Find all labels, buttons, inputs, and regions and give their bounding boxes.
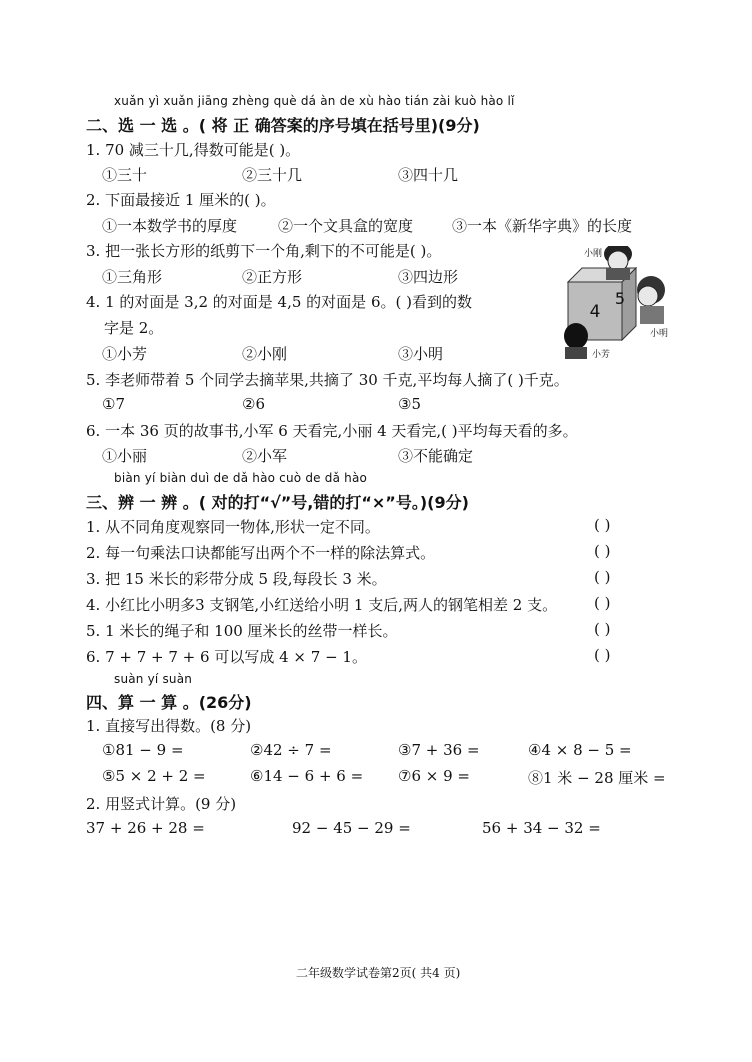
q1-stem: 1. 70 减三十几,得数可能是( )。 [86,141,301,159]
judge-item-4: 4. 小红比小明多3 支钢笔,小红送给小明 1 支后,两人的钢笔相差 2 支。 [86,596,558,614]
calc-sub1-title: 1. 直接写出得数。(8 分) [86,717,252,735]
judge-item-6: 6. 7 + 7 + 7 + 6 可以写成 4 × 7 − 1。 [86,648,367,666]
judge-item-2: 2. 每一句乘法口诀都能写出两个不一样的除法算式。 [86,544,436,562]
calc-sub2-title: 2. 用竖式计算。(9 分) [86,795,237,813]
q6-option-1: ①小丽 [102,447,148,465]
judge-answer-1[interactable]: ( ) [594,516,611,534]
q2-option-1: ①一本数学书的厚度 [102,217,238,235]
section4-header: 四、算 一 算 。(26分) [86,693,252,712]
section3-pinyin: biàn yí biàn duì de dǎ hào cuò de dǎ hào [114,471,368,485]
judge-answer-2[interactable]: ( ) [594,542,611,560]
calc-item-6: ⑥14 − 6 + 6 = [250,767,364,785]
calc-item-4: ④4 × 8 − 5 = [528,741,632,759]
q1-option-1: ①三十 [102,166,148,184]
judge-item-5: 5. 1 米长的绳子和 100 厘米长的丝带一样长。 [86,622,398,640]
q4-stem: 4. 1 的对面是 3,2 的对面是 4,5 的对面是 6。( )看到的数 [86,293,472,311]
cube-figure [548,246,678,364]
q5-stem: 5. 李老师带着 5 个同学去摘苹果,共摘了 30 千克,平均每人摘了( )千克。 [86,371,569,389]
section2-header: 二、选 一 选 。( 将 正 确答案的序号填在括号里)(9分) [86,116,480,135]
q3-stem: 3. 把一张长方形的纸剪下一个角,剩下的不可能是( )。 [86,242,442,260]
q4-option-2: ②小刚 [242,345,288,363]
q4-option-3: ③小明 [398,345,444,363]
judge-answer-4[interactable]: ( ) [594,594,611,612]
judge-answer-6[interactable]: ( ) [594,646,611,664]
q3-option-3: ③四边形 [398,268,459,286]
q1-option-3: ③四十几 [398,166,459,184]
q2-option-2: ②一个文具盒的宽度 [278,217,414,235]
cube-front-number: 4 [589,302,601,322]
judge-item-1: 1. 从不同角度观察同一物体,形状一定不同。 [86,518,380,536]
q2-option-3: ③一本《新华字典》的长度 [452,217,633,235]
q3-option-1: ①三角形 [102,268,163,286]
section4-pinyin: suàn yí suàn [114,672,193,686]
judge-answer-3[interactable]: ( ) [594,568,611,586]
label-xiaoming: 小明 [650,329,669,339]
q5-option-3: ③5 [398,395,421,413]
vertical-calc-1: 37 + 26 + 28 = [86,819,205,837]
q1-option-2: ②三十几 [242,166,303,184]
judge-answer-5[interactable]: ( ) [594,620,611,638]
xiaogang-figure [604,246,632,280]
page-footer: 二年级数学试卷第2页( 共4 页) [296,966,461,980]
q4-stem-continued: 字是 2。 [104,319,164,337]
vertical-calc-2: 92 − 45 − 29 = [292,819,411,837]
q5-option-1: ①7 [102,395,125,413]
calc-item-1: ①81 − 9 = [102,741,184,759]
calc-item-5: ⑤5 × 2 + 2 = [102,767,206,785]
xiaoming-figure [637,276,665,324]
q4-option-1: ①小芳 [102,345,148,363]
section2-pinyin: xuǎn yì xuǎn jiāng zhèng què dá àn de xù hào tián zài kuò hào lǐ [114,94,515,108]
section3-header: 三、辨 一 辨 。( 对的打“√”号,错的打“×”号。)(9分) [86,493,469,512]
q2-stem: 2. 下面最接近 1 厘米的( )。 [86,191,276,209]
cube-side-number: 5 [614,289,626,308]
label-xiaogang: 小刚 [583,249,602,259]
calc-item-2: ②42 ÷ 7 = [250,741,332,759]
calc-item-3: ③7 + 36 = [398,741,480,759]
q6-option-3: ③不能确定 [398,447,474,465]
xiaofang-figure [564,323,588,359]
vertical-calc-3: 56 + 34 − 32 = [482,819,601,837]
calc-item-7: ⑦6 × 9 = [398,767,470,785]
q5-option-2: ②6 [242,395,265,413]
calc-item-8: ⑧1 米 − 28 厘米 = [528,769,666,787]
q6-option-2: ②小军 [242,447,288,465]
q6-stem: 6. 一本 36 页的故事书,小军 6 天看完,小丽 4 天看完,( )平均每天看的多。 [86,422,578,440]
q3-option-2: ②正方形 [242,268,303,286]
label-xiaofang: 小芳 [592,350,611,360]
judge-item-3: 3. 把 15 米长的彩带分成 5 段,每段长 3 米。 [86,570,387,588]
